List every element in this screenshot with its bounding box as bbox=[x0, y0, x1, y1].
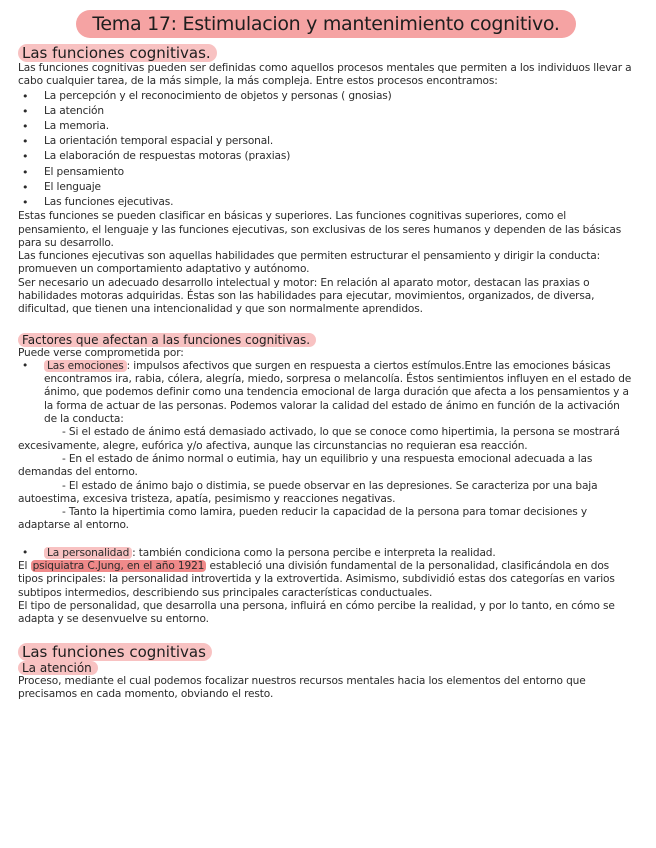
section3-heading: Las funciones cognitivas bbox=[18, 643, 212, 661]
list-item: • El lenguaje bbox=[18, 180, 634, 195]
list-item: • La atención bbox=[18, 104, 634, 119]
list-item: • La percepción y el reconocimiento de objetos y personas ( gnosias) bbox=[18, 89, 634, 104]
section1-intro: Las funciones cognitivas pueden ser definidas como aquellos procesos mentales que permiten a los individuos llevar a cabo cualquier tarea, de la más simple, la más compleja. Entre estos procesos encontramos: bbox=[18, 62, 632, 88]
personality-label: La personalidad bbox=[44, 547, 132, 559]
personality-item bbox=[18, 547, 634, 560]
emotions-text: : impulsos afectivos que surgen en respuesta a ciertos estímulos.Entre las emociones básicas encontramos ira, rabia, cólera, alegría, miedo, sorpresa o melancolía. Éstos sentimientos influyen en el estado de ánimo, que podemos definir como una tendencia emocional de larga duración que afecta a los pensamientos y a la forma de actuar de las personas. Podemos valorar la calidad del estado de ánimo en función de la activación de la conducta: bbox=[44, 359, 632, 426]
section1-paragraph1: Estas funciones se pueden clasificar en básicas y superiores. Las funciones cognitivas superiores, como el pensamiento, el lenguaje y las funciones ejecutivas, son exclusivas de los seres humanos y dependen de las básicas para su desarrollo. bbox=[18, 210, 622, 249]
list-item: • El pensamiento bbox=[18, 165, 634, 180]
mood-sub4: - Tanto la hipertimia como lamira, pueden reducir la capacidad de la persona para tomar decisiones y adaptarse al entorno. bbox=[18, 506, 587, 532]
section2-intro: Puede verse comprometida por: bbox=[18, 346, 184, 359]
title-wrap bbox=[18, 10, 634, 38]
section1-paragraph2: Las funciones ejecutivas son aquellas habilidades que permiten estructurar el pensamiento y dirigir la conducta: promueven un comportamiento adaptativo y autónomo. bbox=[18, 250, 601, 276]
section3-subheading: La atención bbox=[18, 661, 98, 675]
mood-sub3: - El estado de ánimo bajo o distimia, se puede observar en las depresiones. Se caracteriza por una baja autoestima, excesiva tristeza, apatía, pesimismo y reacciones negativas. bbox=[18, 479, 598, 505]
section2-heading: Factores que afectan a las funciones cognitivas. bbox=[18, 333, 316, 347]
cognitive-functions-list bbox=[18, 89, 634, 211]
section3-text: Proceso, mediante el cual podemos focalizar nuestros recursos mentales hacia los elementos del entorno que precisamos en cada momento, obviando el resto. bbox=[18, 674, 586, 700]
section2-heading-wrap bbox=[18, 333, 634, 347]
list-item: • Las funciones ejecutivas. bbox=[18, 195, 634, 210]
section1-paragraph3: Ser necesario un adecuado desarrollo intelectual y motor: En relación al aparato motor, destacan las praxias o habilidades motoras adquiridas. Éstas son las habilidades para ejecutar, movimientos, organizados, de diversa, dificultad, que tienen una intencionalidad y que son normalmente aprendidos. bbox=[18, 276, 595, 316]
personality-paragraph: El tipo de personalidad, que desarrolla una persona, influirá en cómo percibe la realidad, y por lo tanto, en cómo se adapta y se desenvuelve su entorno. bbox=[18, 599, 615, 626]
jung-highlight: psiquiatra C.Jung, en el año 1921 bbox=[32, 560, 205, 573]
emotions-label: Las emociones bbox=[44, 360, 127, 372]
mood-sub2: - En el estado de ánimo normal o eutimia, hay un equilibrio y una respuesta emocional adecuada a las demandas del entorno. bbox=[18, 452, 593, 479]
emotions-item bbox=[18, 360, 634, 426]
jung-paragraph: El psiquiatra C.Jung, en el año 1921 estableció una división fundamental de la personalidad, clasificándola en dos tipos principales: la personalidad introvertida y la extrovertida. Asimismo, subdividió estas dos categorías en varios subtipos intermedios, describiendo sus principales características conductuales. bbox=[18, 560, 615, 599]
document-page bbox=[18, 6, 634, 701]
list-item: • La elaboración de respuestas motoras (praxias) bbox=[18, 149, 634, 164]
mood-sub1: - Si el estado de ánimo está demasiado activado, lo que se conoce como hipertimia, la persona se mostrará excesivamente, alegre, eufórica y/o afectiva, aunque las circunstancias no requieran esa reacción. bbox=[18, 426, 620, 452]
page-title: Tema 17: Estimulacion y mantenimiento cognitivo. bbox=[76, 10, 575, 38]
section3-heading-wrap bbox=[18, 643, 634, 661]
section1-heading: Las funciones cognitivas. bbox=[18, 44, 217, 62]
list-item: • La orientación temporal espacial y personal. bbox=[18, 134, 634, 149]
section3-subheading-wrap bbox=[18, 661, 634, 675]
list-item: • La memoria. bbox=[18, 119, 634, 134]
personality-text: : también condiciona como la persona percibe e interpreta la realidad. bbox=[132, 546, 496, 559]
section1-heading-wrap bbox=[18, 44, 634, 62]
